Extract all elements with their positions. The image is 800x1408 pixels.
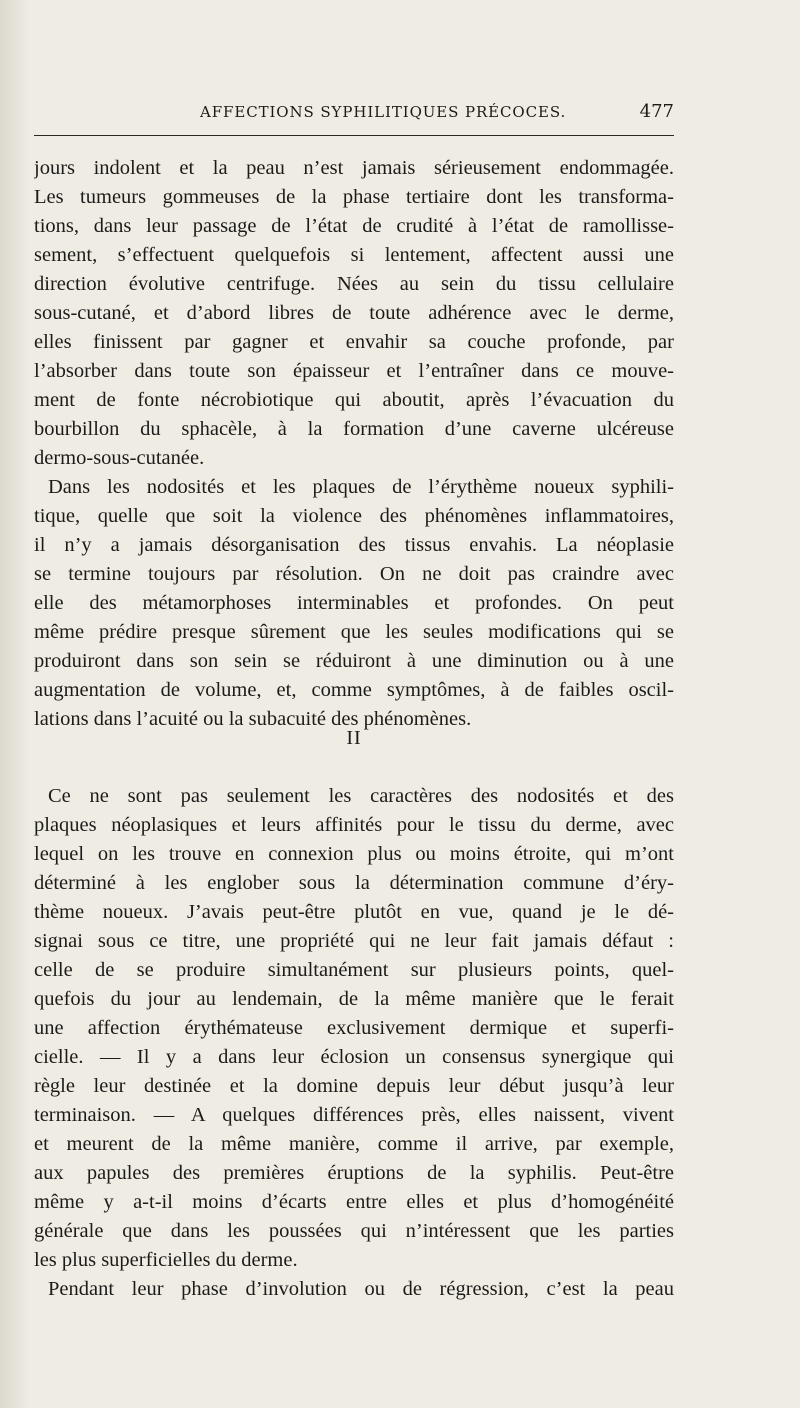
text-line: terminaison. — A quelques différences près, elles naissent, vivent (34, 1104, 674, 1126)
text-line: lations dans l’acuité ou la subacuité des phénomènes. (34, 708, 472, 730)
text-line: même prédire presque sûrement que les seules modifications qui se (34, 621, 674, 643)
text-line: dermo-sous-cutanée. (34, 447, 205, 469)
text-line: règle leur destinée et la domine depuis leur début jusqu’à leur (34, 1075, 674, 1097)
text-line: Pendant leur phase d’involution ou de régression, c’est la peau (48, 1278, 674, 1300)
text-line: bourbillon du sphacèle, à la formation d’une caverne ulcéreuse (34, 418, 674, 440)
text-line: augmentation de volume, et, comme symptômes, à de faibles oscil- (34, 679, 674, 701)
text-line: jours indolent et la peau n’est jamais sérieusement endommagée. (34, 157, 674, 179)
text-line: une affection érythémateuse exclusivement dermique et superfi- (34, 1017, 674, 1039)
text-block-2 (34, 782, 674, 1304)
text-line: déterminé à les englober sous la détermination commune d’éry- (34, 872, 674, 894)
text-line: tions, dans leur passage de l’état de crudité à l’état de ramollisse- (34, 215, 674, 237)
page-number: 477 (639, 101, 674, 122)
text-line: générale que dans les poussées qui n’intéressent que les parties (34, 1220, 674, 1242)
text-line: Les tumeurs gommeuses de la phase tertiaire dont les transforma- (34, 186, 674, 208)
text-line: il n’y a jamais désorganisation des tissus envahis. La néoplasie (34, 534, 674, 556)
text-line: elle des métamorphoses interminables et profondes. On peut (34, 592, 674, 614)
text-line: thème noueux. J’avais peut-être plutôt en vue, quand je le dé- (34, 901, 674, 923)
text-line: ment de fonte nécrobiotique qui aboutit, après l’évacuation du (34, 389, 674, 411)
text-line: produiront dans son sein se réduiront à une diminution ou à une (34, 650, 674, 672)
text-line: sement, s’effectuent quelquefois si lentement, affectent aussi une (34, 244, 674, 266)
header-rule (34, 135, 674, 136)
section-numeral: II (346, 727, 362, 749)
text-line: signai sous ce titre, une propriété qui ne leur fait jamais défaut : (34, 930, 674, 952)
text-line: lequel on les trouve en connexion plus ou moins étroite, qui m’ont (34, 843, 674, 865)
text-line: aux papules des premières éruptions de la syphilis. Peut-être (34, 1162, 674, 1184)
text-line: Dans les nodosités et les plaques de l’érythème noueux syphili- (48, 476, 674, 498)
page-gutter-shadow (0, 0, 30, 1408)
text-line: se termine toujours par résolution. On ne doit pas craindre avec (34, 563, 674, 585)
text-line: les plus superficielles du derme. (34, 1249, 298, 1271)
text-block-1 (34, 154, 674, 734)
text-line: cielle. — Il y a dans leur éclosion un consensus synergique qui (34, 1046, 674, 1068)
text-line: direction évolutive centrifuge. Nées au sein du tissu cellulaire (34, 273, 674, 295)
text-line: plaques néoplasiques et leurs affinités pour le tissu du derme, avec (34, 814, 674, 836)
text-line: sous-cutané, et d’abord libres de toute adhérence avec le derme, (34, 302, 674, 324)
text-line: Ce ne sont pas seulement les caractères des nodosités et des (48, 785, 674, 807)
running-head (34, 100, 674, 130)
text-line: et meurent de la même manière, comme il arrive, par exemple, (34, 1133, 674, 1155)
text-line: celle de se produire simultanément sur plusieurs points, quel- (34, 959, 674, 981)
text-line: même y a-t-il moins d’écarts entre elles et plus d’homogénéité (34, 1191, 674, 1213)
text-line: elles finissent par gagner et envahir sa couche profonde, par (34, 331, 674, 353)
text-line: tique, quelle que soit la violence des phénomènes inflammatoires, (34, 505, 674, 527)
text-line: quefois du jour au lendemain, de la même manière que le ferait (34, 988, 674, 1010)
book-page (34, 0, 782, 1408)
text-line: l’absorber dans toute son épaisseur et l’entraîner dans ce mouve- (34, 360, 674, 382)
running-title: AFFECTIONS SYPHILITIQUES PRÉCOCES. (200, 103, 567, 121)
